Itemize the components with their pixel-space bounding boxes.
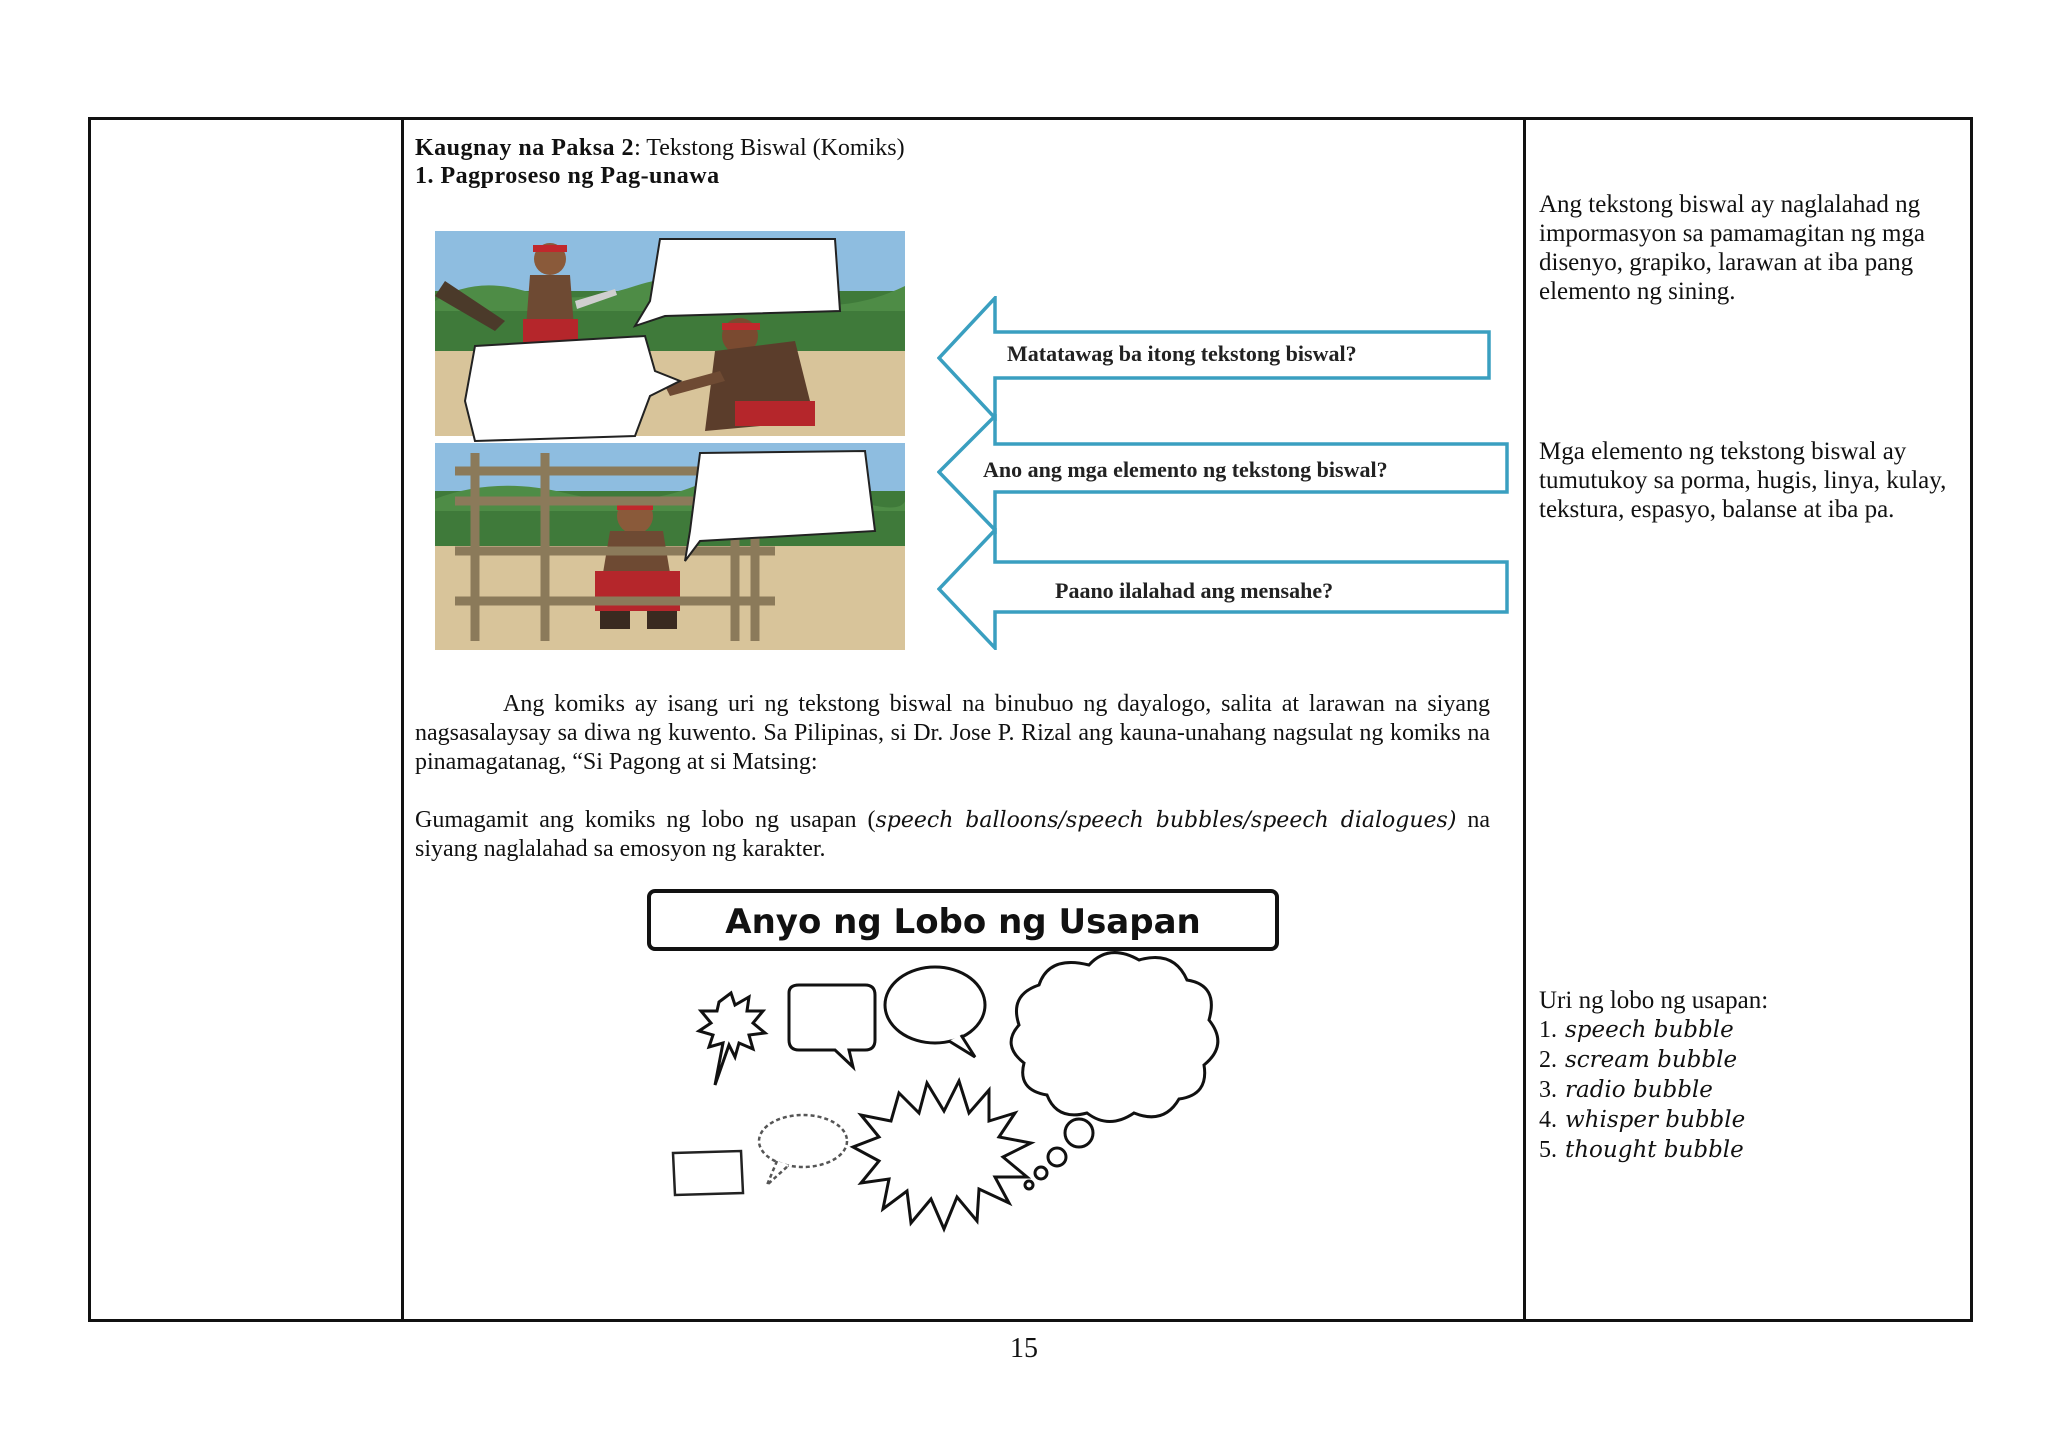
subheading: 1. Pagproseso ng Pag-unawa (415, 163, 720, 189)
list-item: 4. whisper bubble (1539, 1107, 1746, 1133)
bubble-chart-title: Anyo ng Lobo ng Usapan (725, 902, 1201, 942)
bubble-types-list (1539, 986, 1964, 1165)
topic-title: : Tekstong Biswal (Komiks) (634, 135, 905, 161)
types-label: Uri ng lobo ng usapan: (1539, 987, 1769, 1014)
list-item: 2. scream bubble (1539, 1047, 1738, 1073)
sidebar-notes (1539, 190, 1964, 1163)
table-frame (88, 117, 1973, 1322)
topic-label: Kaugnay na Paksa 2 (415, 135, 635, 161)
bubble-types-illustration (639, 885, 1299, 1255)
question-label: Matatawag ba itong tekstong biswal? (1007, 341, 1357, 366)
question-label: Paano ilalahad ang mensahe? (1055, 578, 1334, 603)
list-item: 3. radio bubble (1539, 1077, 1713, 1103)
elements-text: Mga elemento ng tekstong biswal ay tumutukoy sa porma, hugis, linya, kulay, tekstura, espasyo, balanse at iba pa. (1539, 438, 1947, 523)
list-item: 5. thought bubble (1539, 1137, 1744, 1163)
column-divider (1523, 120, 1526, 1319)
question-label: Ano ang mga elemento ng tekstong biswal? (983, 457, 1388, 482)
column-divider (401, 120, 404, 1319)
definition-text: Ang tekstong biswal ay naglalahad ng impormasyon sa pamamagitan ng mga disenyo, grapiko, larawan at iba pang elemento ng sining. (1539, 191, 1926, 305)
page-number: 15 (1010, 1333, 1038, 1364)
main-content (415, 134, 1515, 942)
speech-balloon-paragraph: Gumagamit ang komiks ng lobo ng usapan (speech balloons/speech bubbles/speech dialogues) na siyang naglalahad sa emosyon ng karakter. (415, 807, 1491, 862)
section-heading (415, 134, 1515, 162)
komiks-paragraph: Ang komiks ay isang uri ng tekstong biswal na binubuo ng dayalogo, salita at larawan na siyang nagsasalaysay sa diwa ng kuwento. Sa Pilipinas, si Dr. Jose P. Rizal ang kauna-unahang nagsulat ng komiks na pinamagatanag, “Si Pagong at si Matsing: (415, 691, 1490, 775)
comic-illustration (435, 231, 905, 650)
list-item: 1. speech bubble (1539, 1017, 1734, 1043)
